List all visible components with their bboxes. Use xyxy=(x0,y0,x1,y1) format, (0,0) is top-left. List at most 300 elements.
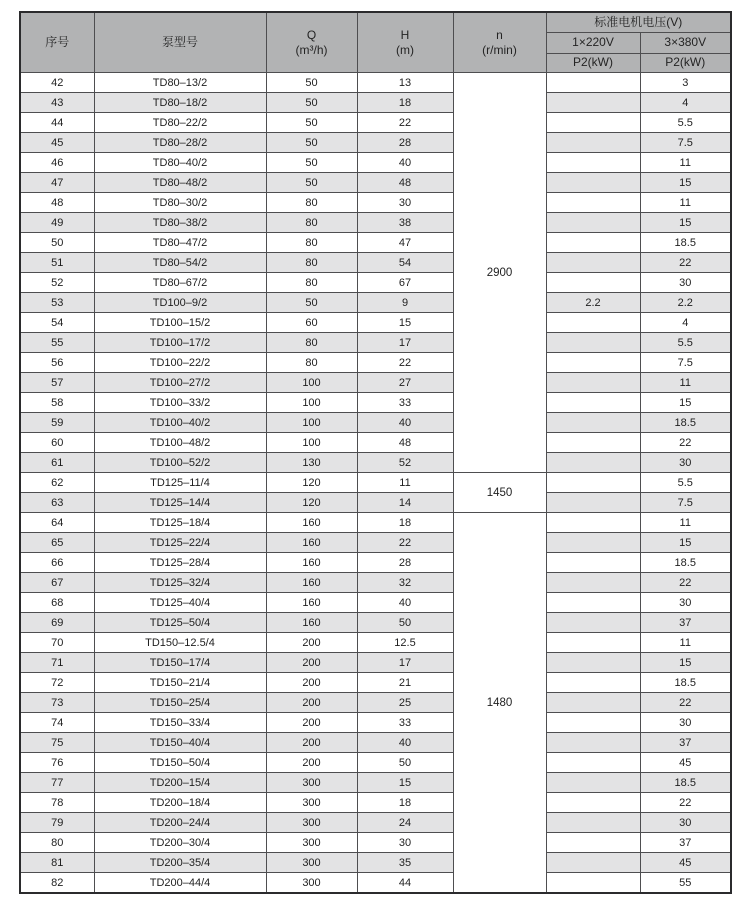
cell-serial: 70 xyxy=(20,633,94,653)
cell-power-380: 30 xyxy=(640,713,731,733)
cell-power-220 xyxy=(546,693,640,713)
cell-serial: 75 xyxy=(20,733,94,753)
header-speed-symbol: n xyxy=(496,27,503,42)
cell-power-380: 15 xyxy=(640,533,731,553)
cell-head: 35 xyxy=(357,853,453,873)
header-power-380: P2(kW) xyxy=(640,54,731,73)
table-header xyxy=(20,12,731,73)
cell-serial: 77 xyxy=(20,773,94,793)
cell-flow: 160 xyxy=(266,573,357,593)
header-model: 泵型号 xyxy=(94,12,266,73)
cell-head: 13 xyxy=(357,73,453,93)
cell-flow: 80 xyxy=(266,193,357,213)
table-row xyxy=(20,353,731,373)
table-row xyxy=(20,293,731,313)
table-row xyxy=(20,633,731,653)
cell-model: TD80–54/2 xyxy=(94,253,266,273)
cell-power-380: 37 xyxy=(640,733,731,753)
cell-flow: 100 xyxy=(266,433,357,453)
cell-flow: 200 xyxy=(266,653,357,673)
cell-head: 25 xyxy=(357,693,453,713)
cell-flow: 80 xyxy=(266,353,357,373)
table-row xyxy=(20,173,731,193)
cell-head: 9 xyxy=(357,293,453,313)
cell-head: 17 xyxy=(357,653,453,673)
table-row xyxy=(20,793,731,813)
cell-model: TD125–28/4 xyxy=(94,553,266,573)
cell-model: TD200–15/4 xyxy=(94,773,266,793)
cell-head: 12.5 xyxy=(357,633,453,653)
cell-power-380: 30 xyxy=(640,813,731,833)
cell-power-220 xyxy=(546,193,640,213)
cell-model: TD100–40/2 xyxy=(94,413,266,433)
cell-head: 40 xyxy=(357,413,453,433)
cell-serial: 59 xyxy=(20,413,94,433)
cell-model: TD80–28/2 xyxy=(94,133,266,153)
header-head xyxy=(357,12,453,73)
cell-flow: 50 xyxy=(266,73,357,93)
table-row xyxy=(20,653,731,673)
cell-head: 15 xyxy=(357,313,453,333)
cell-head: 47 xyxy=(357,233,453,253)
cell-power-220 xyxy=(546,733,640,753)
cell-power-220: 2.2 xyxy=(546,293,640,313)
table-row xyxy=(20,373,731,393)
cell-flow: 200 xyxy=(266,673,357,693)
table-row xyxy=(20,493,731,513)
header-speed xyxy=(453,12,546,73)
cell-serial: 62 xyxy=(20,473,94,493)
cell-serial: 56 xyxy=(20,353,94,373)
cell-model: TD200–30/4 xyxy=(94,833,266,853)
cell-serial: 55 xyxy=(20,333,94,353)
cell-power-380: 11 xyxy=(640,373,731,393)
cell-head: 40 xyxy=(357,593,453,613)
cell-power-220 xyxy=(546,393,640,413)
cell-power-220 xyxy=(546,133,640,153)
cell-serial: 82 xyxy=(20,873,94,894)
cell-power-380: 30 xyxy=(640,273,731,293)
header-flow-unit: (m³/h) xyxy=(295,42,328,57)
cell-power-380: 2.2 xyxy=(640,293,731,313)
cell-serial: 76 xyxy=(20,753,94,773)
table-row xyxy=(20,533,731,553)
cell-power-380: 45 xyxy=(640,853,731,873)
cell-power-380: 30 xyxy=(640,593,731,613)
table-row xyxy=(20,833,731,853)
cell-head: 48 xyxy=(357,173,453,193)
cell-model: TD125–22/4 xyxy=(94,533,266,553)
cell-power-380: 22 xyxy=(640,693,731,713)
pump-spec-table xyxy=(19,11,732,894)
cell-speed: 2900 xyxy=(453,73,546,473)
cell-power-380: 22 xyxy=(640,573,731,593)
table-row xyxy=(20,553,731,573)
cell-serial: 73 xyxy=(20,693,94,713)
cell-power-380: 11 xyxy=(640,193,731,213)
cell-flow: 200 xyxy=(266,693,357,713)
cell-flow: 120 xyxy=(266,473,357,493)
cell-power-220 xyxy=(546,533,640,553)
cell-power-220 xyxy=(546,273,640,293)
cell-power-380: 11 xyxy=(640,633,731,653)
cell-model: TD100–17/2 xyxy=(94,333,266,353)
table-row xyxy=(20,513,731,533)
cell-head: 18 xyxy=(357,793,453,813)
cell-head: 18 xyxy=(357,93,453,113)
cell-model: TD125–50/4 xyxy=(94,613,266,633)
cell-power-380: 30 xyxy=(640,453,731,473)
table-row xyxy=(20,693,731,713)
table-row xyxy=(20,813,731,833)
cell-power-220 xyxy=(546,613,640,633)
cell-model: TD80–38/2 xyxy=(94,213,266,233)
cell-serial: 68 xyxy=(20,593,94,613)
cell-head: 52 xyxy=(357,453,453,473)
cell-model: TD125–32/4 xyxy=(94,573,266,593)
cell-model: TD80–40/2 xyxy=(94,153,266,173)
cell-model: TD150–33/4 xyxy=(94,713,266,733)
cell-flow: 80 xyxy=(266,213,357,233)
cell-serial: 61 xyxy=(20,453,94,473)
table-row xyxy=(20,713,731,733)
table-row xyxy=(20,273,731,293)
cell-serial: 60 xyxy=(20,433,94,453)
cell-serial: 63 xyxy=(20,493,94,513)
cell-head: 27 xyxy=(357,373,453,393)
cell-power-380: 7.5 xyxy=(640,493,731,513)
cell-power-380: 18.5 xyxy=(640,413,731,433)
table-row xyxy=(20,213,731,233)
table-row xyxy=(20,873,731,894)
cell-power-220 xyxy=(546,313,640,333)
cell-power-220 xyxy=(546,93,640,113)
cell-flow: 50 xyxy=(266,153,357,173)
cell-head: 17 xyxy=(357,333,453,353)
cell-power-220 xyxy=(546,713,640,733)
cell-model: TD150–25/4 xyxy=(94,693,266,713)
cell-power-220 xyxy=(546,213,640,233)
cell-head: 40 xyxy=(357,153,453,173)
cell-power-380: 22 xyxy=(640,793,731,813)
cell-serial: 79 xyxy=(20,813,94,833)
cell-head: 14 xyxy=(357,493,453,513)
cell-power-220 xyxy=(546,513,640,533)
cell-flow: 130 xyxy=(266,453,357,473)
cell-power-380: 55 xyxy=(640,873,731,894)
cell-model: TD150–12.5/4 xyxy=(94,633,266,653)
cell-flow: 160 xyxy=(266,593,357,613)
cell-power-220 xyxy=(546,573,640,593)
cell-head: 33 xyxy=(357,713,453,733)
cell-power-220 xyxy=(546,853,640,873)
cell-head: 38 xyxy=(357,213,453,233)
cell-head: 32 xyxy=(357,573,453,593)
cell-flow: 160 xyxy=(266,553,357,573)
cell-serial: 52 xyxy=(20,273,94,293)
cell-model: TD80–18/2 xyxy=(94,93,266,113)
cell-power-220 xyxy=(546,173,640,193)
cell-power-220 xyxy=(546,633,640,653)
cell-flow: 200 xyxy=(266,713,357,733)
cell-power-220 xyxy=(546,433,640,453)
cell-power-220 xyxy=(546,233,640,253)
cell-power-220 xyxy=(546,153,640,173)
cell-flow: 50 xyxy=(266,173,357,193)
cell-power-380: 11 xyxy=(640,513,731,533)
header-voltage-380: 3×380V xyxy=(640,33,731,54)
cell-flow: 50 xyxy=(266,113,357,133)
cell-power-380: 18.5 xyxy=(640,553,731,573)
cell-power-380: 22 xyxy=(640,433,731,453)
cell-flow: 100 xyxy=(266,393,357,413)
cell-serial: 42 xyxy=(20,73,94,93)
header-flow xyxy=(266,12,357,73)
cell-flow: 80 xyxy=(266,233,357,253)
cell-power-220 xyxy=(546,413,640,433)
cell-head: 21 xyxy=(357,673,453,693)
cell-head: 30 xyxy=(357,193,453,213)
cell-model: TD80–22/2 xyxy=(94,113,266,133)
table-row xyxy=(20,613,731,633)
cell-flow: 60 xyxy=(266,313,357,333)
table-row xyxy=(20,113,731,133)
cell-model: TD100–33/2 xyxy=(94,393,266,413)
cell-model: TD80–48/2 xyxy=(94,173,266,193)
cell-head: 33 xyxy=(357,393,453,413)
table-row xyxy=(20,133,731,153)
cell-serial: 80 xyxy=(20,833,94,853)
cell-power-220 xyxy=(546,553,640,573)
cell-flow: 300 xyxy=(266,813,357,833)
cell-model: TD200–44/4 xyxy=(94,873,266,894)
table-row xyxy=(20,313,731,333)
cell-flow: 50 xyxy=(266,93,357,113)
cell-flow: 200 xyxy=(266,753,357,773)
cell-power-220 xyxy=(546,833,640,853)
cell-flow: 300 xyxy=(266,793,357,813)
cell-power-220 xyxy=(546,453,640,473)
cell-power-220 xyxy=(546,753,640,773)
cell-power-220 xyxy=(546,373,640,393)
table-row xyxy=(20,93,731,113)
cell-serial: 78 xyxy=(20,793,94,813)
table-row xyxy=(20,853,731,873)
cell-head: 22 xyxy=(357,353,453,373)
table-row xyxy=(20,673,731,693)
cell-head: 48 xyxy=(357,433,453,453)
table-body xyxy=(20,73,731,894)
cell-model: TD100–27/2 xyxy=(94,373,266,393)
cell-model: TD125–14/4 xyxy=(94,493,266,513)
cell-power-380: 15 xyxy=(640,213,731,233)
cell-flow: 300 xyxy=(266,773,357,793)
table-row xyxy=(20,233,731,253)
table-row xyxy=(20,413,731,433)
cell-head: 15 xyxy=(357,773,453,793)
header-head-symbol: H xyxy=(400,27,410,42)
cell-power-220 xyxy=(546,773,640,793)
cell-model: TD150–40/4 xyxy=(94,733,266,753)
table-row xyxy=(20,753,731,773)
cell-model: TD125–40/4 xyxy=(94,593,266,613)
header-voltage-220: 1×220V xyxy=(546,33,640,54)
table-row xyxy=(20,333,731,353)
cell-head: 54 xyxy=(357,253,453,273)
cell-head: 22 xyxy=(357,533,453,553)
header-flow-symbol: Q xyxy=(306,27,317,42)
cell-power-220 xyxy=(546,333,640,353)
table-row xyxy=(20,433,731,453)
cell-model: TD100–48/2 xyxy=(94,433,266,453)
cell-serial: 65 xyxy=(20,533,94,553)
cell-head: 40 xyxy=(357,733,453,753)
header-voltage-group: 标准电机电压(V) xyxy=(546,12,731,33)
cell-power-380: 7.5 xyxy=(640,353,731,373)
cell-model: TD150–17/4 xyxy=(94,653,266,673)
cell-model: TD125–18/4 xyxy=(94,513,266,533)
cell-head: 18 xyxy=(357,513,453,533)
cell-head: 67 xyxy=(357,273,453,293)
cell-flow: 80 xyxy=(266,333,357,353)
cell-head: 28 xyxy=(357,133,453,153)
table-row xyxy=(20,593,731,613)
cell-head: 24 xyxy=(357,813,453,833)
cell-power-380: 5.5 xyxy=(640,333,731,353)
cell-power-380: 4 xyxy=(640,313,731,333)
table-row xyxy=(20,453,731,473)
cell-serial: 46 xyxy=(20,153,94,173)
cell-serial: 64 xyxy=(20,513,94,533)
table-row xyxy=(20,773,731,793)
table-row xyxy=(20,253,731,273)
cell-serial: 49 xyxy=(20,213,94,233)
cell-power-380: 37 xyxy=(640,613,731,633)
cell-speed: 1480 xyxy=(453,513,546,894)
table-row xyxy=(20,573,731,593)
cell-model: TD100–9/2 xyxy=(94,293,266,313)
cell-serial: 58 xyxy=(20,393,94,413)
cell-head: 50 xyxy=(357,613,453,633)
table-row xyxy=(20,733,731,753)
cell-serial: 53 xyxy=(20,293,94,313)
cell-power-380: 5.5 xyxy=(640,113,731,133)
cell-power-380: 15 xyxy=(640,653,731,673)
cell-serial: 66 xyxy=(20,553,94,573)
cell-serial: 57 xyxy=(20,373,94,393)
cell-serial: 54 xyxy=(20,313,94,333)
cell-power-380: 18.5 xyxy=(640,673,731,693)
header-power-220: P2(kW) xyxy=(546,54,640,73)
table-row xyxy=(20,393,731,413)
cell-serial: 67 xyxy=(20,573,94,593)
cell-power-380: 5.5 xyxy=(640,473,731,493)
table-row xyxy=(20,473,731,493)
cell-flow: 160 xyxy=(266,613,357,633)
cell-flow: 300 xyxy=(266,853,357,873)
cell-model: TD200–18/4 xyxy=(94,793,266,813)
cell-power-220 xyxy=(546,593,640,613)
cell-model: TD80–30/2 xyxy=(94,193,266,213)
cell-serial: 48 xyxy=(20,193,94,213)
cell-flow: 200 xyxy=(266,633,357,653)
cell-model: TD80–13/2 xyxy=(94,73,266,93)
cell-serial: 47 xyxy=(20,173,94,193)
cell-flow: 200 xyxy=(266,733,357,753)
table-row xyxy=(20,73,731,93)
cell-power-380: 4 xyxy=(640,93,731,113)
cell-power-220 xyxy=(546,353,640,373)
cell-power-380: 22 xyxy=(640,253,731,273)
cell-head: 28 xyxy=(357,553,453,573)
cell-serial: 45 xyxy=(20,133,94,153)
cell-model: TD100–15/2 xyxy=(94,313,266,333)
cell-power-220 xyxy=(546,473,640,493)
cell-flow: 160 xyxy=(266,533,357,553)
cell-speed: 1450 xyxy=(453,473,546,513)
cell-head: 11 xyxy=(357,473,453,493)
cell-serial: 74 xyxy=(20,713,94,733)
cell-head: 22 xyxy=(357,113,453,133)
cell-model: TD200–24/4 xyxy=(94,813,266,833)
cell-serial: 44 xyxy=(20,113,94,133)
cell-serial: 50 xyxy=(20,233,94,253)
cell-serial: 69 xyxy=(20,613,94,633)
cell-power-220 xyxy=(546,493,640,513)
cell-flow: 80 xyxy=(266,273,357,293)
cell-serial: 81 xyxy=(20,853,94,873)
cell-power-380: 15 xyxy=(640,173,731,193)
cell-model: TD100–52/2 xyxy=(94,453,266,473)
cell-power-220 xyxy=(546,813,640,833)
cell-power-380: 15 xyxy=(640,393,731,413)
cell-flow: 50 xyxy=(266,133,357,153)
cell-model: TD150–50/4 xyxy=(94,753,266,773)
cell-model: TD80–67/2 xyxy=(94,273,266,293)
cell-serial: 71 xyxy=(20,653,94,673)
cell-power-380: 18.5 xyxy=(640,233,731,253)
cell-power-220 xyxy=(546,113,640,133)
cell-power-380: 11 xyxy=(640,153,731,173)
cell-head: 50 xyxy=(357,753,453,773)
cell-power-220 xyxy=(546,73,640,93)
header-serial: 序号 xyxy=(20,12,94,73)
header-row-1 xyxy=(20,12,731,33)
cell-head: 44 xyxy=(357,873,453,894)
cell-head: 30 xyxy=(357,833,453,853)
cell-power-380: 45 xyxy=(640,753,731,773)
cell-power-220 xyxy=(546,673,640,693)
table-row xyxy=(20,153,731,173)
cell-model: TD100–22/2 xyxy=(94,353,266,373)
cell-power-380: 7.5 xyxy=(640,133,731,153)
cell-serial: 72 xyxy=(20,673,94,693)
cell-power-220 xyxy=(546,253,640,273)
cell-flow: 100 xyxy=(266,373,357,393)
cell-flow: 300 xyxy=(266,873,357,894)
cell-power-380: 3 xyxy=(640,73,731,93)
cell-model: TD150–21/4 xyxy=(94,673,266,693)
table-row xyxy=(20,193,731,213)
header-speed-unit: (r/min) xyxy=(482,42,517,57)
cell-power-380: 37 xyxy=(640,833,731,853)
cell-flow: 120 xyxy=(266,493,357,513)
cell-flow: 300 xyxy=(266,833,357,853)
cell-model: TD80–47/2 xyxy=(94,233,266,253)
cell-power-220 xyxy=(546,793,640,813)
cell-flow: 80 xyxy=(266,253,357,273)
cell-serial: 51 xyxy=(20,253,94,273)
